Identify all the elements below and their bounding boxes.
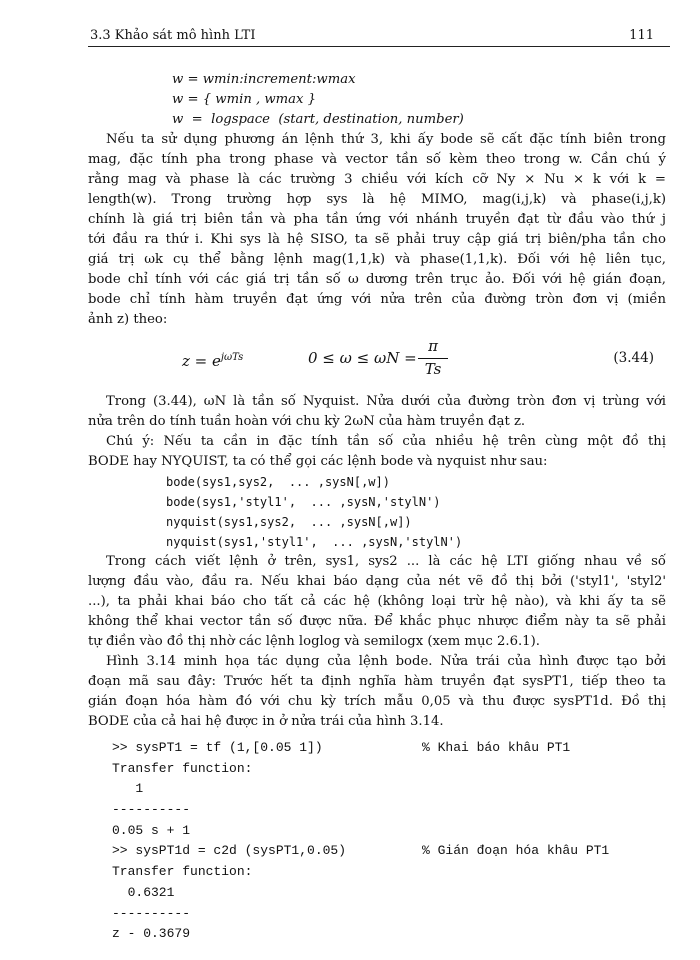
paragraph-line: length(w). Trong trường hợp sys là hệ MIMO, mag(i,j,k) và phase(i,j,k) (88, 192, 666, 207)
code-line: 1 (112, 781, 144, 797)
code-comment: % Gián đoạn hóa khâu PT1 (422, 843, 610, 859)
section-title: 3.3 Khảo sát mô hình LTI (90, 28, 256, 43)
paragraph-line: bode chỉ tính hàm truyền đạt ứng với nửa trên của đường tròn đơn vị (miền (88, 292, 666, 307)
paragraph-line: không thể khai vector tần số được nữa. Để khắc phục nhược điểm này ta sẽ phải (88, 614, 666, 629)
syntax-line: w = logspace (start, destination, number) (172, 112, 464, 127)
code-line: 0.05 s + 1 (112, 822, 191, 838)
paragraph-line: mag, đặc tính pha trong phase và vector tần số kèm theo trong w. Cần chú ý (88, 152, 666, 167)
command-line: nyquist(sys1,sys2, ... ,sysN[,w]) (166, 515, 412, 529)
paragraph-line: đoạn mã sau đây: Trước hết ta định nghĩa hàm truyền đạt sysPT1, tiếp theo ta (88, 674, 666, 689)
paragraph-line: tới đầu ra thứ i. Khi sys là hệ SISO, ta sẽ phải truy cập giá trị biên/pha tần cho (88, 232, 666, 247)
code-line: Transfer function: (112, 864, 253, 880)
syntax-line: w = { wmin , wmax } (172, 92, 317, 107)
page-body (88, 70, 666, 732)
code-line: >> sysPT1 = tf (1,[0.05 1]) % Khai báo khâu PT1 (112, 738, 672, 759)
paragraph-line: tự điền vào đồ thị nhờ các lệnh loglog và semilogx (xem mục 2.6.1). (88, 634, 540, 649)
paragraph-line: lượng đầu vào, đầu ra. Nếu khai báo dạng của nét vẽ đồ thị bởi ('styl1', 'styl2' (88, 574, 666, 589)
paragraph-line: rằng mag và phase là các trường 3 chiều với kích cỡ Ny × Nu × k với k = (88, 172, 666, 187)
equation-lhs: $z = e^{j\omega Ts}$ (182, 352, 244, 370)
paragraph-line: Trong (3.44), ωN là tần số Nyquist. Nửa dưới của đường tròn đơn vị trùng với (106, 394, 666, 409)
page-number: 111 (629, 28, 654, 43)
paragraph-line: Chú ý: Nếu ta cần in đặc tính tần số của nhiều hệ trên cùng một đồ thị (106, 434, 666, 449)
code-line: 0.6321 (112, 884, 175, 900)
fraction-numerator: π (418, 336, 448, 359)
code-listing (112, 738, 672, 945)
code-line: ---------- (112, 802, 191, 818)
paragraph-line: bode chỉ tính với các giá trị tần số ω dương trên trục ảo. Đối với hệ gián đoạn, (88, 272, 666, 287)
paragraph-line: Hình 3.14 minh họa tác dụng của lệnh bode. Nửa trái của hình được tạo bởi (106, 654, 666, 669)
equation-number: (3.44) (613, 350, 654, 366)
code-line: ---------- (112, 905, 191, 921)
equation-fraction (418, 336, 448, 379)
command-line: bode(sys1,sys2, ... ,sysN[,w]) (166, 475, 390, 489)
paragraph-line: BODE của cả hai hệ được in ở nửa trái của hình 3.14. (88, 714, 444, 729)
fraction-denominator: Ts (424, 360, 442, 378)
code-line: Transfer function: (112, 760, 253, 776)
paragraph-line: giá trị ωk cụ thể bằng lệnh mag(1,1,k) và phase(1,1,k). Đối với hệ liên tục, (88, 252, 666, 267)
equation-inequality: 0 ≤ ω ≤ ωN = (308, 349, 417, 367)
paragraph-line: gián đoạn hóa hàm đó với chu kỳ trích mẫu 0,05 và thu được sysPT1d. Đồ thị (88, 694, 666, 709)
code-line: z - 0.3679 (112, 926, 191, 942)
paragraph-line: chính là giá trị biên tần và pha tần ứng với nhánh truyền đạt từ đầu vào thứ j (88, 212, 666, 227)
code-comment: % Khai báo khâu PT1 (422, 740, 571, 755)
command-line: bode(sys1,'styl1', ... ,sysN,'stylN') (166, 495, 441, 509)
paragraph-line: nửa trên do tính tuần hoàn với chu kỳ 2ωN của hàm truyền đạt z. (88, 414, 526, 429)
equation-3-44 (88, 336, 666, 388)
syntax-line: w = wmin:increment:wmax (172, 72, 356, 87)
paragraph-line: ảnh z) theo: (88, 312, 168, 327)
code-line: >> sysPT1d = c2d (sysPT1,0.05) % Gián đoạn hóa khâu PT1 (112, 841, 672, 862)
running-header (88, 24, 670, 47)
paragraph-line: Trong cách viết lệnh ở trên, sys1, sys2 ... là các hệ LTI giống nhau về số (106, 554, 666, 569)
paragraph-line: ...), ta phải khai báo cho tất cả các hệ (không loại trừ hệ nào), và khi ấy ta sẽ (88, 594, 666, 609)
paragraph-line: Nếu ta sử dụng phương án lệnh thứ 3, khi ấy bode sẽ cất đặc tính biên trong (106, 132, 666, 147)
command-line: nyquist(sys1,'styl1', ... ,sysN,'stylN') (166, 535, 463, 549)
paragraph-line: BODE hay NYQUIST, ta có thể gọi các lệnh bode và nyquist như sau: (88, 454, 548, 469)
